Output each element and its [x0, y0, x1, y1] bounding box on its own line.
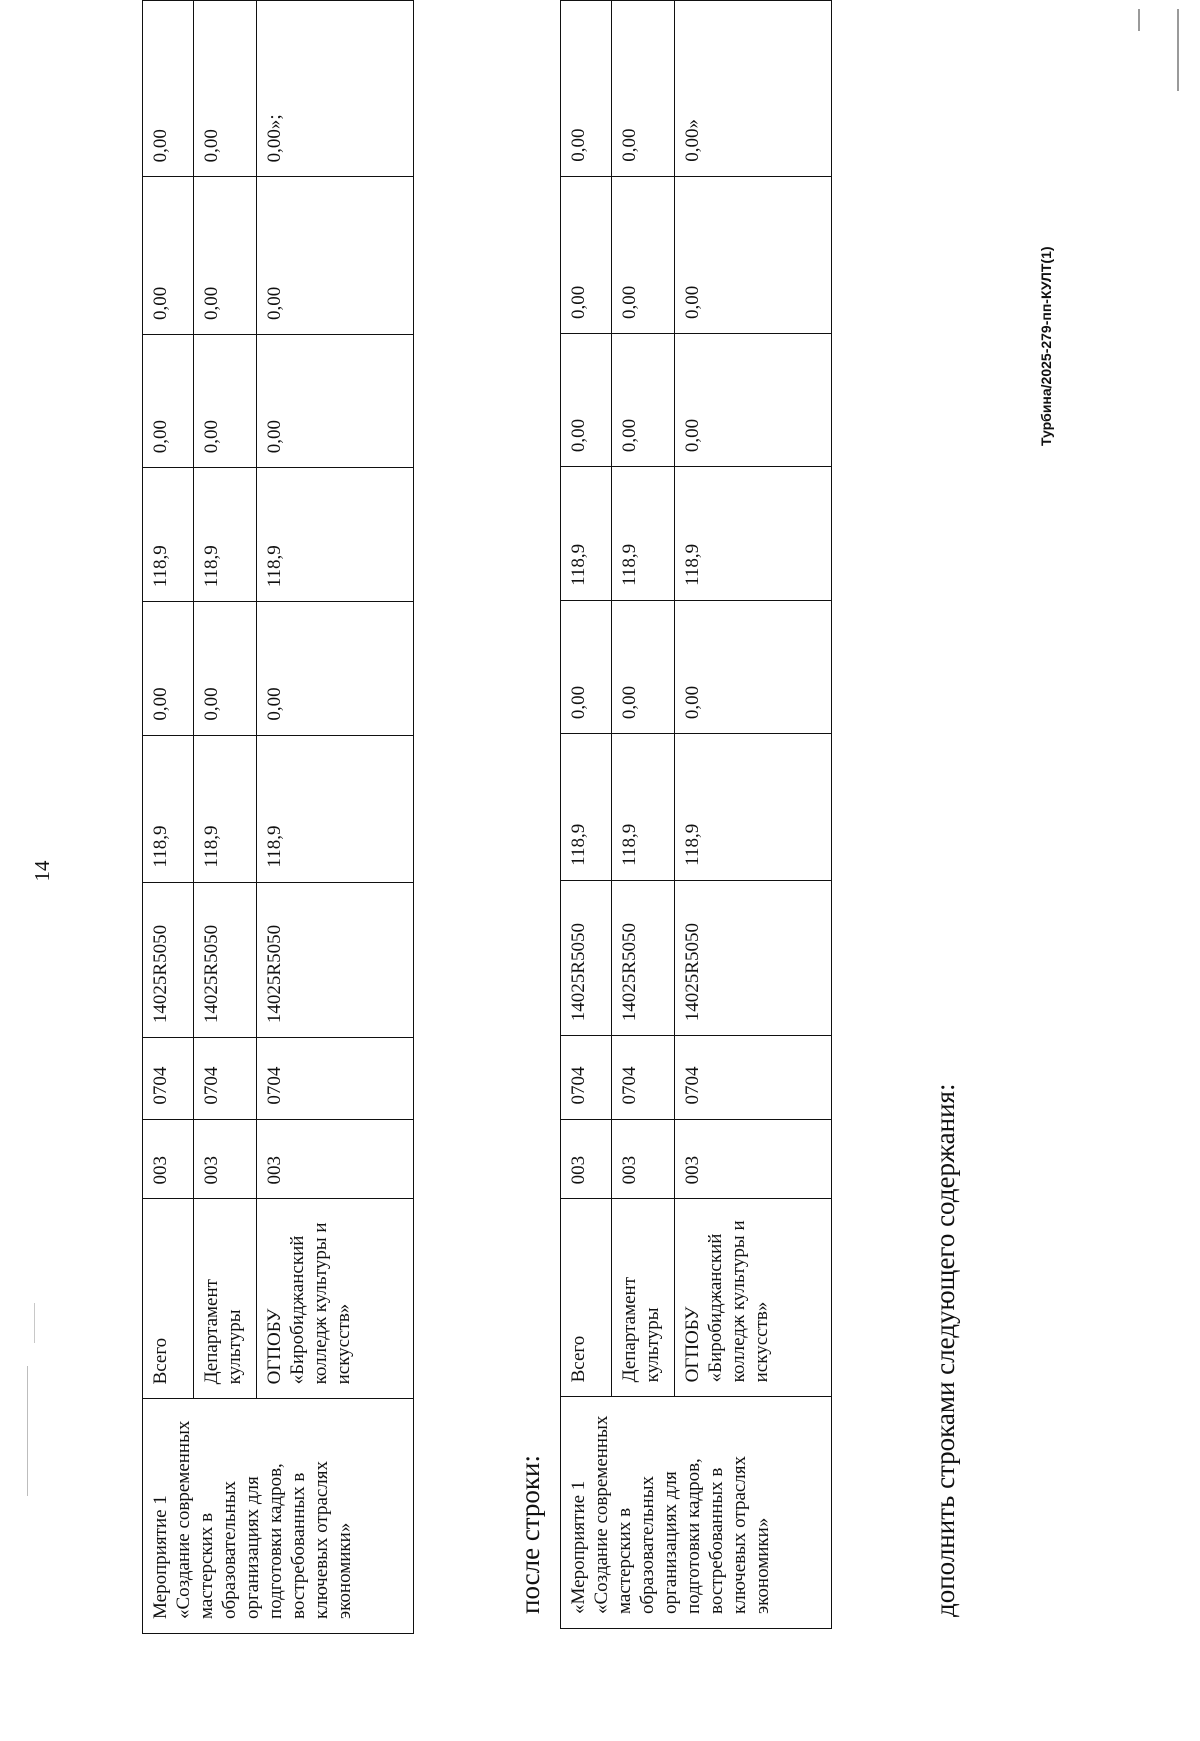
value-cell: 0,00 [675, 600, 832, 733]
value-cell: 0,00 [143, 334, 194, 467]
event-name-cell: «Мероприятие 1 «Создание современных мастерских в образовательных организациях для подготовки кадров, востребованных в ключевых отраслях экономики» [561, 1397, 832, 1629]
csr-cell: 14025R5050 [561, 880, 612, 1035]
csr-cell: 14025R5050 [194, 882, 257, 1037]
after-rows-label: после строки: [515, 1455, 545, 1614]
value-cell: 0,00» [675, 1, 832, 177]
rzpr-cell: 0704 [561, 1036, 612, 1119]
grbs-cell: 003 [257, 1119, 414, 1199]
grbs-cell: 003 [612, 1119, 675, 1199]
page-number: 14 [30, 860, 54, 882]
value-cell: 0,00 [194, 334, 257, 467]
executor-cell: ОГПОБУ «Биробиджанский колледж культуры и искусств» [257, 1199, 414, 1399]
budget-table-after [560, 0, 832, 1629]
grbs-cell: 003 [675, 1119, 832, 1199]
scan-artifact [1177, 9, 1179, 91]
value-cell: 0,00 [612, 1, 675, 177]
value-cell: 0,00 [561, 334, 612, 467]
value-cell: 118,9 [143, 735, 194, 882]
executor-cell: Департамент культуры [194, 1199, 257, 1399]
value-cell: 0,00 [143, 1, 194, 177]
value-cell: 0,00 [561, 600, 612, 733]
value-cell: 0,00 [612, 600, 675, 733]
value-cell: 118,9 [612, 734, 675, 881]
document-code: Турбина/2025-279-пп-КУЛТ(1) [1038, 246, 1054, 446]
grbs-cell: 003 [194, 1119, 257, 1199]
value-cell: 118,9 [561, 734, 612, 881]
rzpr-cell: 0704 [612, 1036, 675, 1119]
grbs-cell: 003 [561, 1119, 612, 1199]
csr-cell: 14025R5050 [612, 880, 675, 1035]
table-row [257, 1, 414, 1634]
value-cell: 0,00 [675, 334, 832, 467]
value-cell: 0,00 [194, 177, 257, 335]
budget-table-before [142, 0, 414, 1634]
rzpr-cell: 0704 [257, 1038, 414, 1119]
value-cell: 0,00 [257, 602, 414, 735]
table-row [612, 1, 675, 1629]
value-cell: 0,00 [257, 177, 414, 335]
value-cell: 0,00 [194, 1, 257, 177]
value-cell: 118,9 [257, 468, 414, 602]
table-row [675, 1, 832, 1629]
table-row [143, 1, 194, 1634]
scan-artifact [1138, 9, 1140, 31]
value-cell: 0,00 [675, 176, 832, 333]
scan-artifact [27, 1366, 28, 1496]
value-cell: 118,9 [675, 734, 832, 881]
value-cell: 118,9 [561, 467, 612, 601]
executor-cell: Департамент культуры [612, 1199, 675, 1397]
value-cell: 0,00 [612, 176, 675, 333]
executor-cell: ОГПОБУ «Биробиджанский колледж культуры и искусств» [675, 1199, 832, 1397]
csr-cell: 14025R5050 [257, 882, 414, 1037]
rzpr-cell: 0704 [194, 1038, 257, 1119]
supplement-label: дополнить строками следующего содержания: [930, 1083, 960, 1617]
rzpr-cell: 0704 [675, 1036, 832, 1119]
value-cell: 0,00»; [257, 1, 414, 177]
scan-artifact [34, 1303, 35, 1343]
rzpr-cell: 0704 [143, 1038, 194, 1119]
value-cell: 118,9 [675, 467, 832, 601]
value-cell: 0,00 [257, 334, 414, 467]
executor-cell: Всего [561, 1199, 612, 1397]
executor-cell: Всего [143, 1199, 194, 1399]
table-row [194, 1, 257, 1634]
csr-cell: 14025R5050 [143, 882, 194, 1037]
value-cell: 0,00 [612, 334, 675, 467]
value-cell: 118,9 [143, 468, 194, 602]
table-row [561, 1, 612, 1629]
value-cell: 118,9 [257, 735, 414, 882]
value-cell: 0,00 [561, 176, 612, 333]
csr-cell: 14025R5050 [675, 880, 832, 1035]
event-name-cell: Мероприятие 1 «Создание современных мастерских в образовательных организациях для подготовки кадров, востребованных в ключевых отраслях экономики» [143, 1399, 414, 1634]
value-cell: 118,9 [194, 468, 257, 602]
value-cell: 0,00 [194, 602, 257, 735]
value-cell: 0,00 [143, 177, 194, 335]
value-cell: 118,9 [612, 467, 675, 601]
value-cell: 0,00 [561, 1, 612, 177]
grbs-cell: 003 [143, 1119, 194, 1199]
value-cell: 0,00 [143, 602, 194, 735]
value-cell: 118,9 [194, 735, 257, 882]
